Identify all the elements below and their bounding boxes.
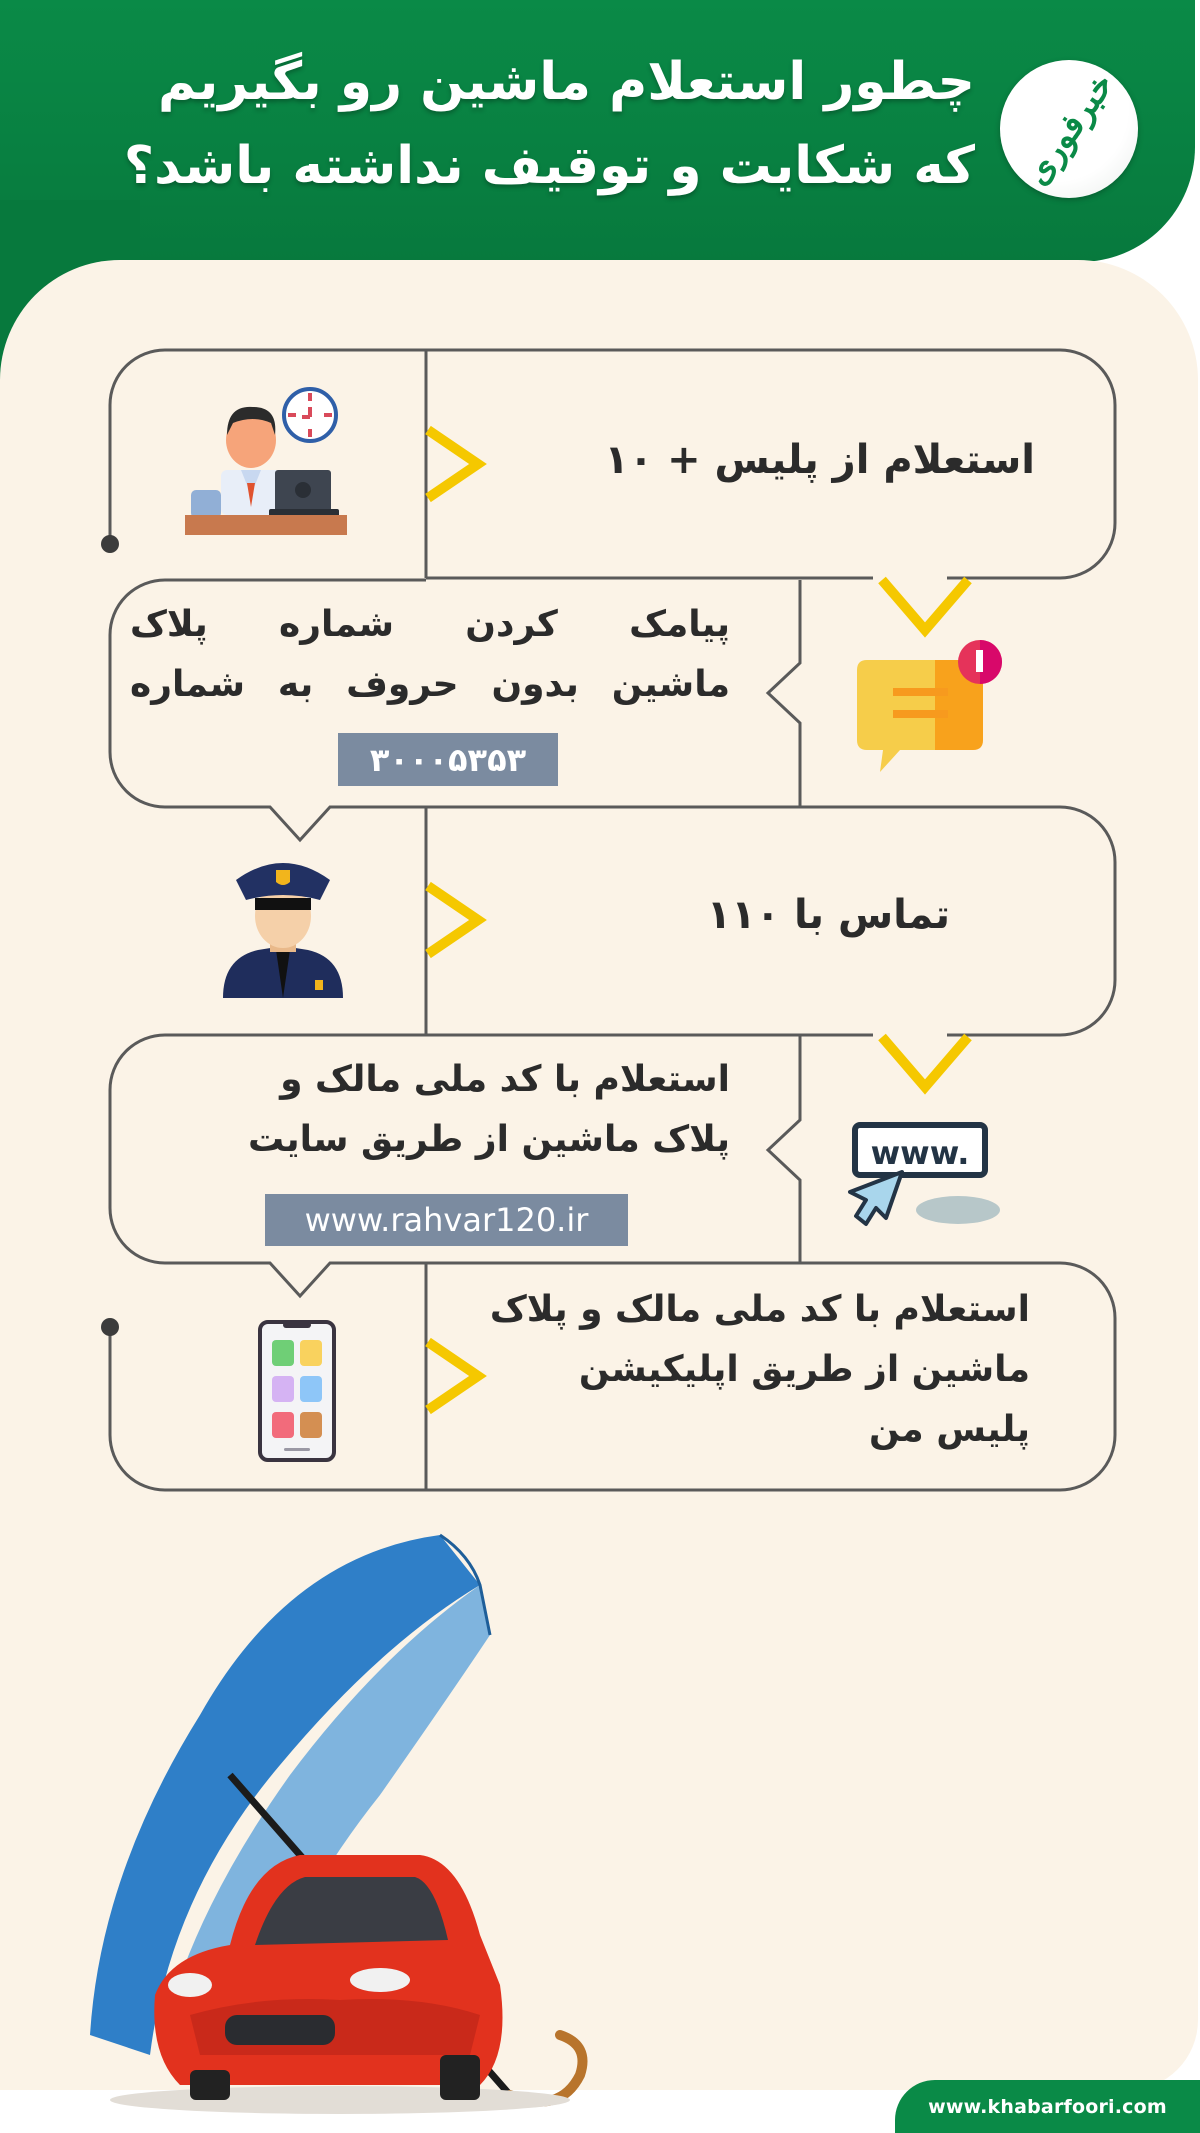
step-5-line-3: پلیس من: [868, 1409, 1030, 1450]
website-url: www.rahvar120.ir: [304, 1201, 589, 1239]
step-1-label: استعلام از پلیس + ۱۰: [604, 437, 1035, 483]
car-umbrella-illustration: [40, 1515, 640, 2115]
office-worker-clock-icon: [183, 385, 353, 525]
flow-start-dot: [101, 535, 119, 553]
svg-text:www.: www.: [870, 1134, 970, 1172]
step-5-line-2: ماشین از طریق اپلیکیشن: [578, 1349, 1030, 1390]
step-5-line-1: استعلام با کد ملی مالک و پلاک: [489, 1289, 1030, 1330]
step-4-line-1: استعلام با کد ملی مالک و: [280, 1059, 730, 1100]
step-2-line-2: ماشین بدون حروف به شماره: [130, 664, 730, 705]
step-1-text: [515, 430, 1035, 490]
footer-website-tab[interactable]: [895, 2080, 1200, 2133]
step-5-text: [430, 1280, 1030, 1460]
footer-website-link[interactable]: www.khabarfoori.com: [928, 2095, 1167, 2118]
step-3-text: [550, 885, 950, 945]
step-2-line-1: پیامک کردن شماره پلاک: [130, 604, 730, 645]
step-3-label: تماس با ۱۱۰: [706, 892, 950, 938]
step-4-line-2: پلاک ماشین از طریق سایت: [247, 1119, 730, 1160]
www-cursor-icon: [850, 1120, 1030, 1240]
step-4-text: [170, 1050, 730, 1170]
sms-number-badge: [338, 733, 558, 786]
smartphone-apps-icon: [258, 1320, 338, 1465]
title-line-2: که شکایت و توقیف نداشته باشد؟: [123, 136, 975, 196]
flow-end-dot: [101, 1318, 119, 1336]
step-2-text: [130, 595, 730, 715]
title-line-1: چطور استعلام ماشین رو بگیریم: [158, 52, 975, 112]
sms-number: ۳۰۰۰۵۳۵۳: [369, 740, 527, 779]
logo-text: خبرفوری: [1016, 65, 1122, 193]
police-officer-icon: [218, 858, 348, 998]
chat-message-notification-icon: [855, 640, 1015, 780]
website-url-badge: [265, 1194, 628, 1246]
